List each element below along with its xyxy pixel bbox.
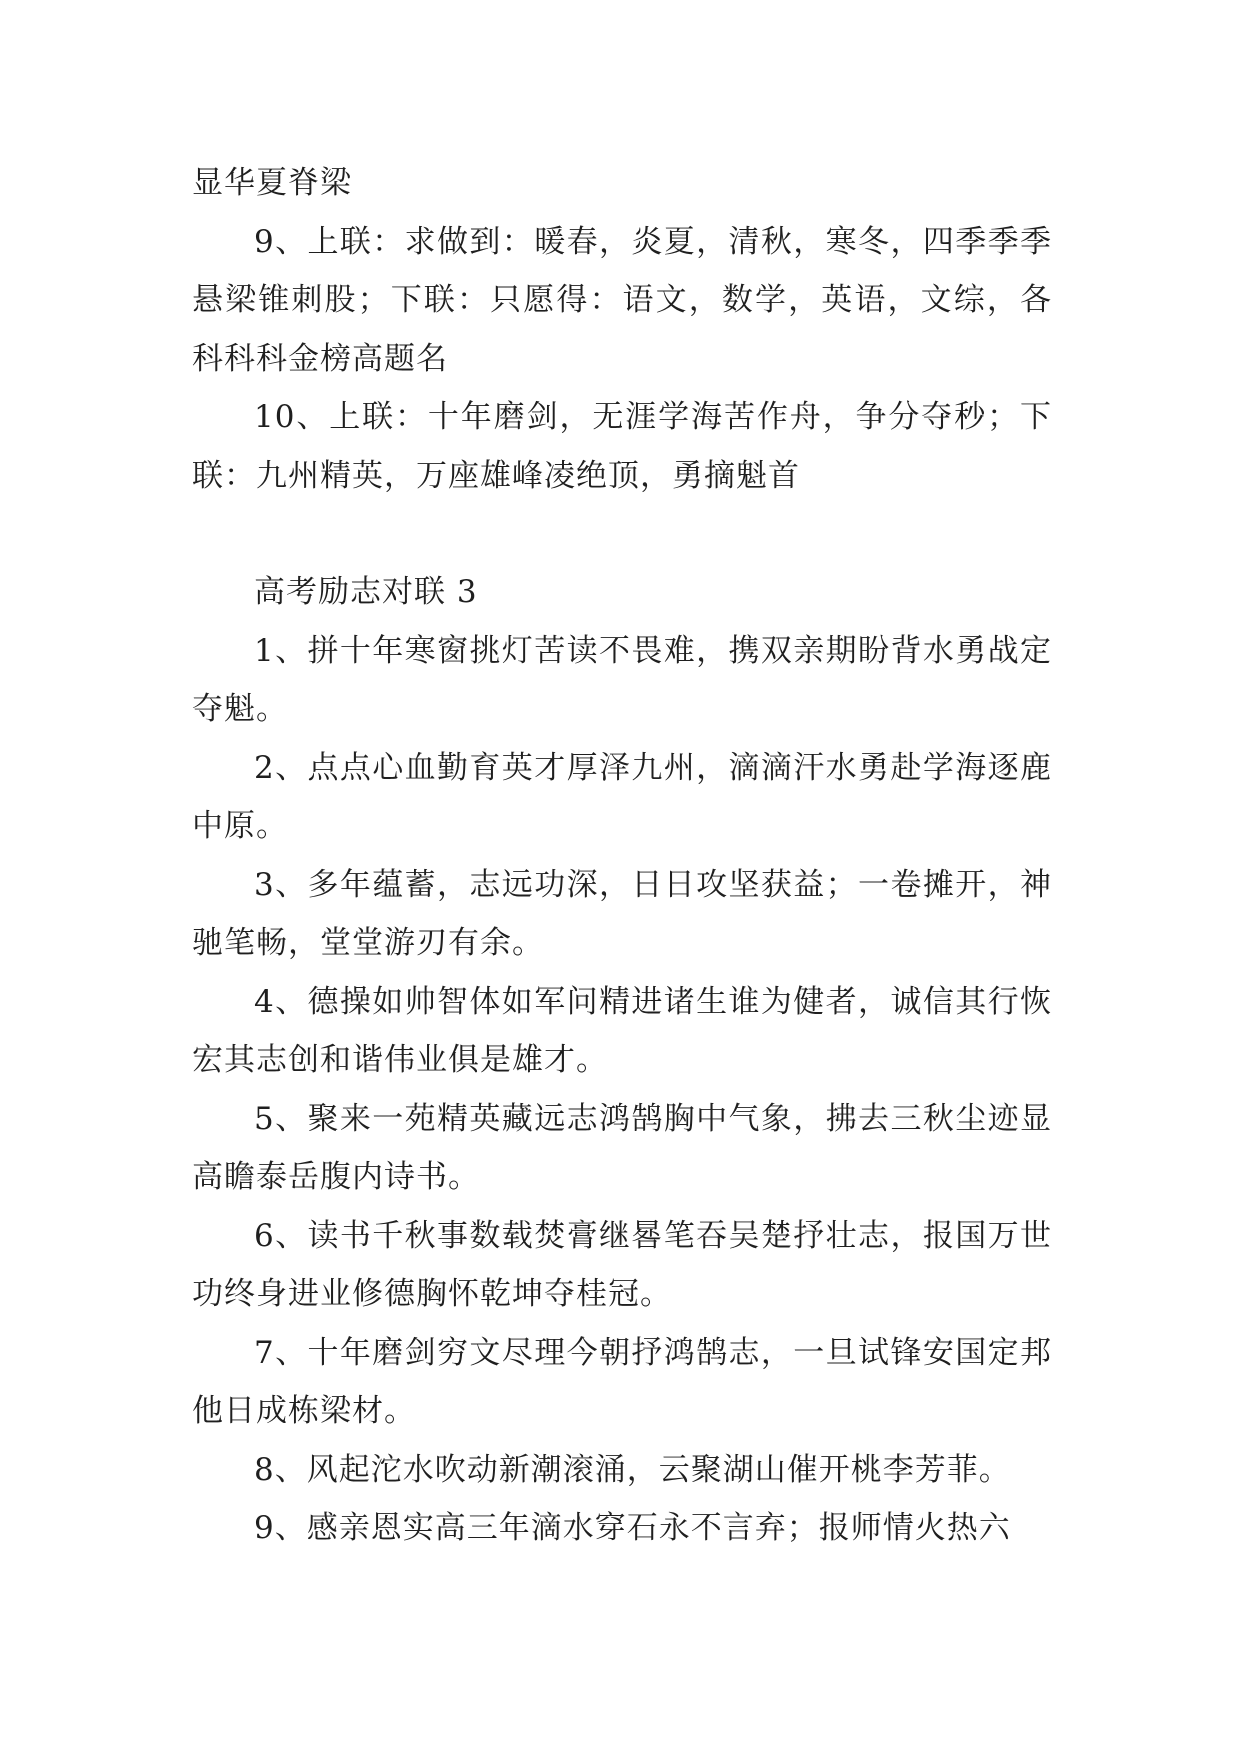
couplet-item: 2、点点心血勤育英才厚泽九州，滴滴汗水勇赴学海逐鹿中原。 [192, 749, 1052, 844]
couplet-item: 4、德操如帅智体如军问精进诸生谁为健者，诚信其行恢宏其志创和谐伟业俱是雄才。 [192, 983, 1052, 1078]
couplet-item-9-prev: 9、上联：求做到：暖春，炎夏，清秋，寒冬，四季季季悬梁锥刺股；下联：只愿得：语文，数学，英语，文综，各科科科金榜高题名 [192, 223, 1052, 377]
couplet-item: 7、十年磨剑穷文尽理今朝抒鸿鹄志，一旦试锋安国定邦他日成栋梁材。 [192, 1334, 1052, 1429]
couplet-item: 6、读书千秋事数载焚膏继晷笔吞吴楚抒壮志，报国万世功终身进业修德胸怀乾坤夺桂冠。 [192, 1217, 1052, 1312]
section-title: 高考励志对联 3 [254, 574, 478, 610]
section-spacer [192, 505, 1052, 563]
couplet-item: 3、多年蕴蓄，志远功深，日日攻坚获益；一卷摊开，神驰笔畅，堂堂游刃有余。 [192, 866, 1052, 961]
couplet-item: 8、风起沱水吹动新潮滚涌，云聚湖山催开桃李芳菲。 [254, 1451, 1011, 1488]
couplet-item: 1、拼十年寒窗挑灯苦读不畏难，携双亲期盼背水勇战定夺魁。 [192, 632, 1052, 727]
paragraph-continuation: 显华夏脊梁 [192, 165, 352, 201]
couplet-item: 5、聚来一苑精英藏远志鸿鹄胸中气象，拂去三秋尘迹显高瞻泰岳腹内诗书。 [192, 1100, 1052, 1195]
document-body [192, 154, 1052, 1558]
couplet-item: 9、感亲恩实高三年滴水穿石永不言弃；报师情火热六 [254, 1510, 1011, 1546]
couplet-item-10-prev: 10、上联：十年磨剑，无涯学海苦作舟，争分夺秒；下联：九州精英，万座雄峰凌绝顶，勇摘魁首 [192, 399, 1052, 494]
